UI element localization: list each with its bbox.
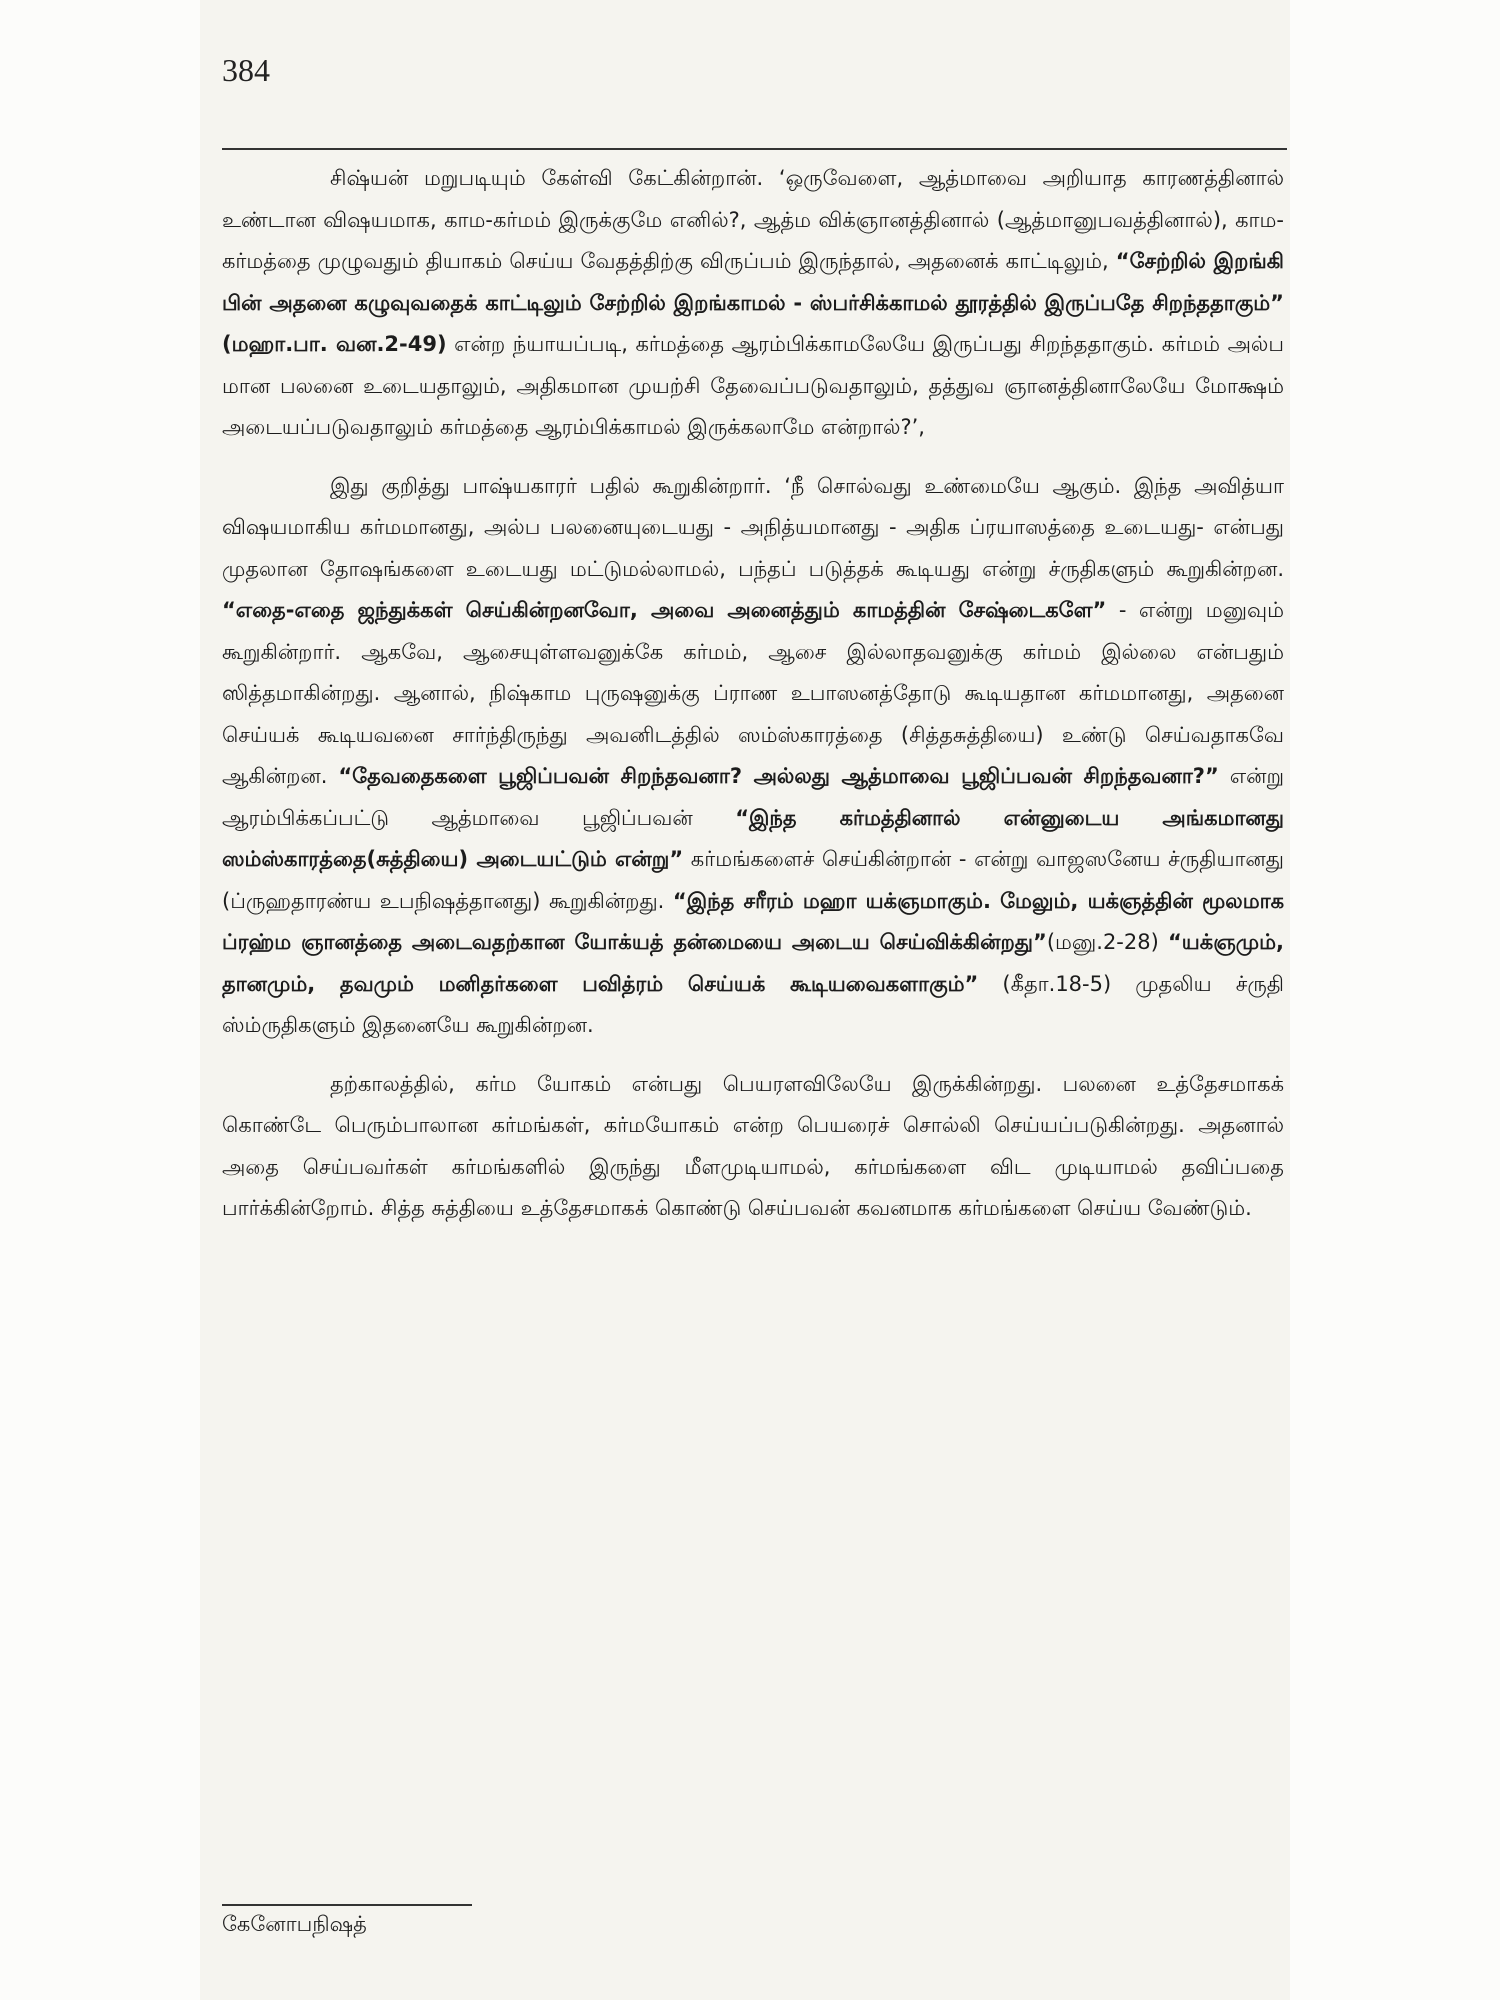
quote-segment: “சேற்றில் இறங்கி பின் அதனை கழுவுவதைக் காட்டிலும் சேற்றில் இறங்காமல் - ஸ்பர்சிக்காமல் தூரத்தில் இருப்பதே சிறந்ததாகும்” (மஹா.பா. வன.2-49) [222,249,1285,356]
quote-segment: “தேவதைகளை பூஜிப்பவன் சிறந்தவனா? அல்லது ஆத்மாவை பூஜிப்பவன் சிறந்தவனா?” [338,764,1219,788]
footer-rule [222,1904,472,1906]
text-segment: என்ற ந்யாயப்படி, கர்மத்தை ஆரம்பிக்காமலேயே இருப்பது சிறந்ததாகும். கர்மம் அல்ப மான பலனை உடையதாலும், அதிகமான முயற்சி தேவைப்படுவதாலும், தத்துவ ஞானத்தினாலேயே மோக்ஷம் அடையப்படுவதாலும் கர்மத்தை ஆரம்பிக்காமல் இருக்கலாமே என்றால்?’, [222,332,1284,439]
quote-segment: “எதை-எதை ஜந்துக்கள் செய்கின்றனவோ, அவை அனைத்தும் காமத்தின் சேஷ்டைகளே” [222,598,1107,622]
text-segment: (கீதா.18-5) முதலிய ச்ருதி ஸ்ம்ருதிகளும் இதனையே கூறுகின்றன. [222,971,1284,1037]
paragraph-3 [222,1064,1284,1230]
text-segment: சிஷ்யன் மறுபடியும் கேள்வி கேட்கின்றான். ‘ஒருவேளை, ஆத்மாவை அறியாத காரணத்தினால் உண்டான விஷயமாக, காம-கர்மம் இருக்குமே எனில்?, ஆத்ம விக்ஞானத்தினால் (ஆத்மானுபவத்தினால்), காம-கர்மத்தை முழுவதும் தியாகம் செய்ய வேதத்திற்கு விருப்பம் இருந்தால், அதனைக் காட்டிலும், [222,166,1284,273]
text-segment: - என்று மனுவும் கூறுகின்றார். ஆகவே, ஆசையுள்ளவனுக்கே கர்மம், ஆசை இல்லாதவனுக்கு கர்மம் இல்லை என்பதும் ஸித்தமாகின்றது. ஆனால், நிஷ்காம புருஷனுக்கு ப்ராண உபாஸனத்தோடு கூடியதான கர்மமானது, அதனை செய்யக் கூடியவனை சார்ந்திருந்து அவனிடத்தில் ஸம்ஸ்காரத்தை (சித்தசுத்தியை) உண்டு செய்வதாகவே ஆகின்றன. [222,598,1284,788]
page-number: 384 [222,52,270,88]
quote-segment: “இந்த சரீரம் மஹா யக்ஞமாகும். மேலும், யக்ஞத்தின் மூலமாக ப்ரஹ்ம ஞானத்தை அடைவதற்கான யோக்யத் தன்மையை அடைய செய்விக்கின்றது” [222,888,1284,954]
text-segment: கர்மங்களைச் செய்கின்றான் - என்று வாஜஸனேய ச்ருதியானது (ப்ருஹதாரண்ய உபநிஷத்தானது) கூறுகின்றது. [222,847,1284,913]
footer-title: கேனோபநிஷத் [222,1912,367,1936]
paragraph-2 [222,466,1284,1047]
paragraph-1 [222,158,1284,449]
quote-segment: “இந்த கர்மத்தினால் என்னுடைய அங்கமானது ஸம்ஸ்காரத்தை(சுத்தியை) அடையட்டும் என்று” [222,805,1284,871]
quote-segment: “யக்ஞமும், தானமும், தவமும் மனிதர்களை பவித்ரம் செய்யக் கூடியவைகளாகும்” [222,930,1284,996]
header-rule [222,148,1287,150]
text-segment: என்று ஆரம்பிக்கப்பட்டு ஆத்மாவை பூஜிப்பவன் [222,764,1284,830]
text-segment: இது குறித்து பாஷ்யகாரர் பதில் கூறுகின்றார். ‘நீ சொல்வது உண்மையே ஆகும். இந்த அவித்யா விஷயமாகிய கர்மமானது, அல்ப பலனையுடையது - அநித்யமானது - அதிக ப்ரயாஸத்தை உடையது- என்பது முதலான தோஷங்களை உடையது மட்டுமல்லாமல், பந்தப் படுத்தக் கூடியது என்று ச்ருதிகளும் கூறுகின்றன. [222,473,1284,581]
body-text [222,158,1284,1230]
text-segment: (மனு.2-28) [1046,930,1168,954]
text-segment: தற்காலத்தில், கர்ம யோகம் என்பது பெயரளவிலேயே இருக்கின்றது. பலனை உத்தேசமாகக் கொண்டே பெரும்பாலான கர்மங்கள், கர்மயோகம் என்ற பெயரைச் சொல்லி செய்யப்படுகின்றது. அதனால் அதை செய்பவர்கள் கர்மங்களில் இருந்து மீளமுடியாமல், கர்மங்களை விட முடியாமல் தவிப்பதை பார்க்கின்றோம். சித்த சுத்தியை உத்தேசமாகக் கொண்டு செய்பவன் கவனமாக கர்மங்களை செய்ய வேண்டும். [222,1071,1284,1220]
